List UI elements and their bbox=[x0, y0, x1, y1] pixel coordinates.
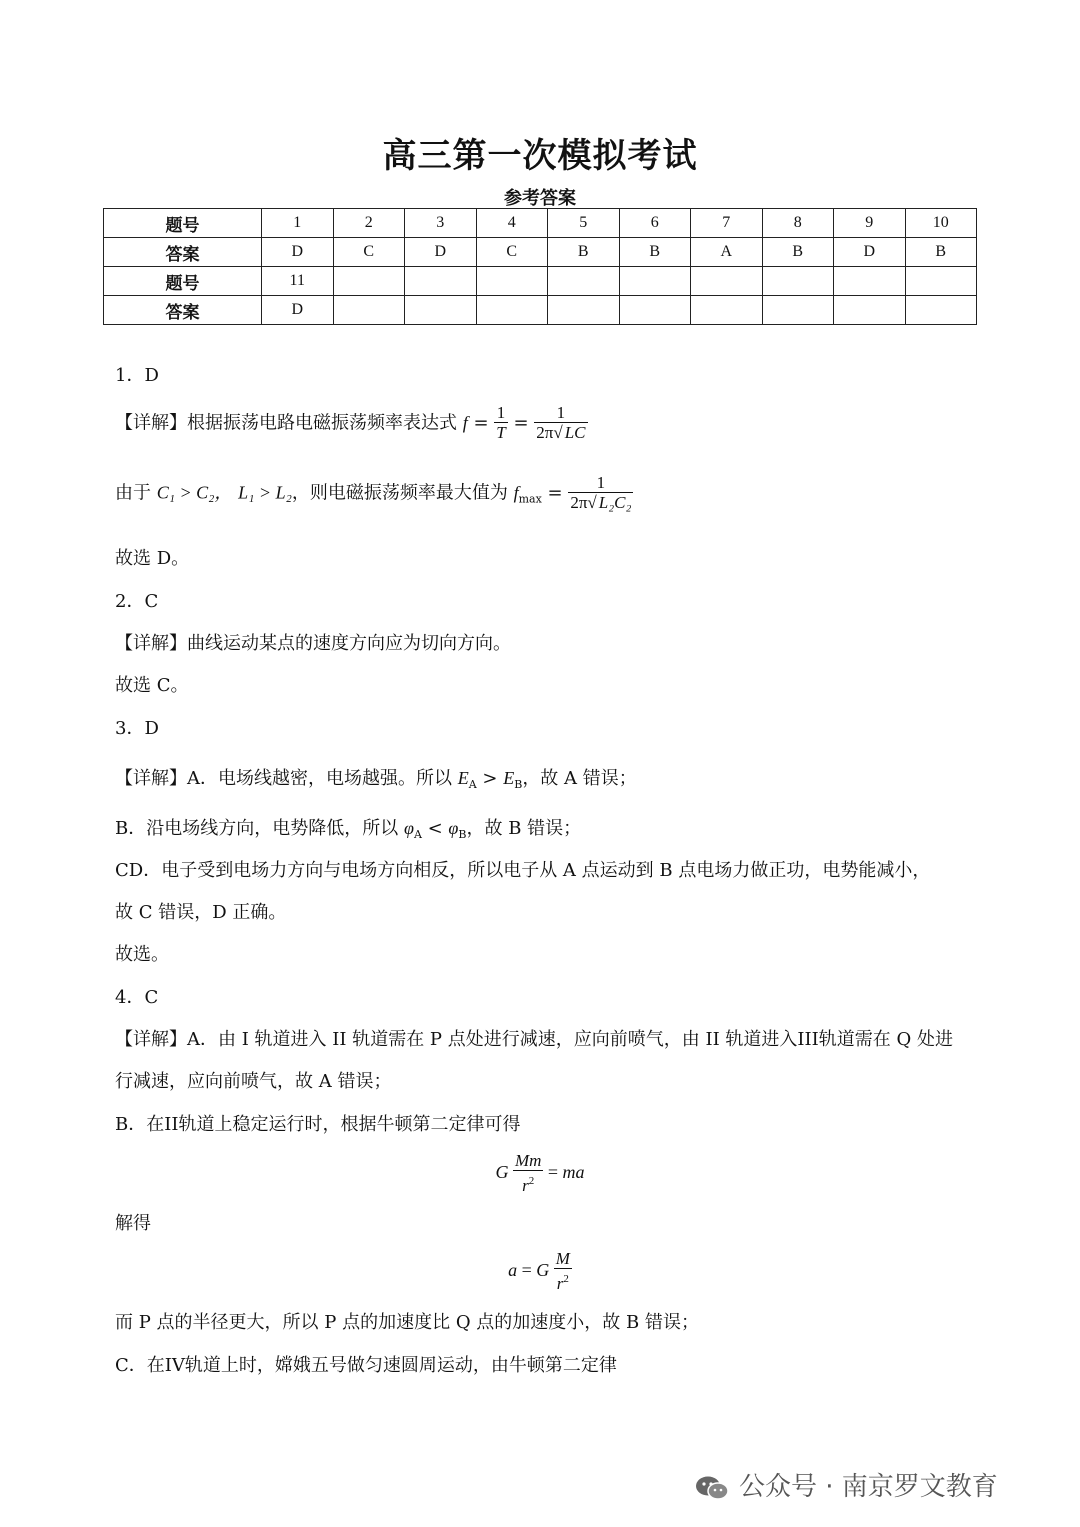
table-cell: 4 bbox=[476, 209, 548, 238]
watermark-text: 公众号 · 南京罗文教育 bbox=[739, 1472, 998, 1502]
watermark bbox=[695, 1466, 998, 1503]
q1-detail: 【详解】根据振荡电路电磁振荡频率表达式 f = $\frac{1}{T}$ = $\frac{1}{2\pi√ LC}$ bbox=[115, 403, 586, 442]
cond-c: C₁ > C₂， bbox=[156, 482, 233, 503]
table-cell bbox=[405, 267, 477, 296]
q3-cd-line2: 故 C 错误，D 正确。 bbox=[115, 902, 287, 923]
q3-b: B．沿电场线方向，电势降低，所以 $\varphi_A < \varphi_B$，故 B 错误； bbox=[115, 818, 582, 841]
table-cell: D bbox=[262, 238, 334, 267]
q3-a: 【详解】A．电场线越密，电场越强。所以 $E_A > E_B$，故 A 错误； bbox=[115, 768, 637, 791]
q4-heading: 4．C bbox=[115, 987, 159, 1008]
q3-heading: 3．D bbox=[115, 718, 159, 739]
table-cell bbox=[834, 267, 906, 296]
table-cell: D bbox=[834, 238, 906, 267]
table-row bbox=[104, 296, 977, 325]
table-cell bbox=[834, 296, 906, 325]
fmax-sub: max bbox=[518, 492, 542, 506]
table-cell bbox=[476, 296, 548, 325]
table-cell bbox=[762, 296, 834, 325]
table-cell bbox=[333, 296, 405, 325]
q4-a-line2: 行减速，应向前喷气，故 A 错误； bbox=[115, 1071, 392, 1092]
q3-cd-line1: CD．电子受到电场力方向与电场方向相反，所以电子从 A 点运动到 B 点电场力做正功，电势能减小， bbox=[115, 860, 931, 881]
table-cell bbox=[691, 267, 763, 296]
table-cell: A bbox=[691, 238, 763, 267]
table-cell: B bbox=[619, 238, 691, 267]
table-cell: 9 bbox=[834, 209, 906, 238]
row-label: 答案 bbox=[104, 238, 262, 267]
q4-c-line: C．在IV轨道上时，嫦娥五号做匀速圆周运动，由牛顿第二定律 bbox=[115, 1355, 617, 1376]
table-cell: 7 bbox=[691, 209, 763, 238]
q1-conclusion: 故选 D。 bbox=[115, 548, 190, 569]
formula-frac-1-over-T: $\frac{1}{T}$ bbox=[496, 403, 506, 442]
q1-heading: 1．D bbox=[115, 365, 159, 386]
row-label: 答案 bbox=[104, 296, 262, 325]
table-cell bbox=[619, 296, 691, 325]
table-cell: D bbox=[262, 296, 334, 325]
wechat-icon bbox=[695, 1475, 729, 1501]
page-subtitle: 参考答案 bbox=[504, 188, 576, 209]
table-cell: 5 bbox=[548, 209, 620, 238]
table-cell bbox=[405, 296, 477, 325]
row-label: 题号 bbox=[104, 209, 262, 238]
q1-detail-text: 【详解】根据振荡电路电磁振荡频率表达式 bbox=[115, 412, 457, 434]
table-cell: 11 bbox=[262, 267, 334, 296]
table-cell: 10 bbox=[905, 209, 977, 238]
table-cell bbox=[333, 267, 405, 296]
q4-b-line: B．在II轨道上稳定运行时，根据牛顿第二定律可得 bbox=[115, 1114, 521, 1135]
answer-table bbox=[103, 208, 977, 325]
table-cell bbox=[619, 267, 691, 296]
formula-frac-1-over-2pi-sqrt-LC: $\frac{1}{2\pi√ LC}$ bbox=[536, 403, 586, 442]
q3-conclusion: 故选。 bbox=[115, 944, 169, 965]
q2-conclusion: 故选 C。 bbox=[115, 675, 189, 696]
equation-gravity: G $\frac{Mm}{r^2}$ = ma bbox=[495, 1151, 585, 1195]
table-cell bbox=[762, 267, 834, 296]
row-label: 题号 bbox=[104, 267, 262, 296]
table-cell bbox=[905, 296, 977, 325]
q1-line2: 由于 C₁ > C₂， L₁ > L₂，则电磁振荡频率最大值为 $f_{max}$ = $\frac{1}{\text{2π√ L₂C₂}}$ bbox=[115, 473, 632, 512]
table-cell bbox=[548, 267, 620, 296]
table-cell bbox=[905, 267, 977, 296]
table-cell: C bbox=[476, 238, 548, 267]
table-row bbox=[104, 209, 977, 238]
table-cell bbox=[548, 296, 620, 325]
q4-a-line1: 【详解】A．由 I 轨道进入 II 轨道需在 P 点处进行减速，应向前喷气，由 II 轨道进入III轨道需在 Q 处进 bbox=[115, 1029, 953, 1050]
equation-acceleration: a = G $\frac{M}{r^2}$ bbox=[508, 1249, 570, 1293]
q2-detail: 【详解】曲线运动某点的速度方向应为切向方向。 bbox=[115, 633, 511, 654]
q2-heading: 2．C bbox=[115, 591, 159, 612]
table-cell bbox=[691, 296, 763, 325]
table-row bbox=[104, 267, 977, 296]
table-cell: B bbox=[905, 238, 977, 267]
page-title: 高三第一次模拟考试 bbox=[382, 136, 698, 176]
table-cell bbox=[476, 267, 548, 296]
table-cell: 2 bbox=[333, 209, 405, 238]
table-cell: B bbox=[548, 238, 620, 267]
table-cell: D bbox=[405, 238, 477, 267]
table-cell: B bbox=[762, 238, 834, 267]
table-cell: 8 bbox=[762, 209, 834, 238]
table-cell: C bbox=[333, 238, 405, 267]
table-row bbox=[104, 238, 977, 267]
formula-fmax: $\frac{1}{\text{2π√ L₂C₂}}$ bbox=[570, 473, 632, 512]
table-cell: 1 bbox=[262, 209, 334, 238]
q4-b-end: 而 P 点的半径更大，所以 P 点的加速度比 Q 点的加速度小，故 B 错误； bbox=[115, 1312, 699, 1333]
cond-l: L₁ > L₂ bbox=[238, 482, 292, 503]
formula-f: f bbox=[462, 412, 468, 433]
table-cell: 3 bbox=[405, 209, 477, 238]
q4-solve: 解得 bbox=[115, 1213, 151, 1234]
table-cell: 6 bbox=[619, 209, 691, 238]
